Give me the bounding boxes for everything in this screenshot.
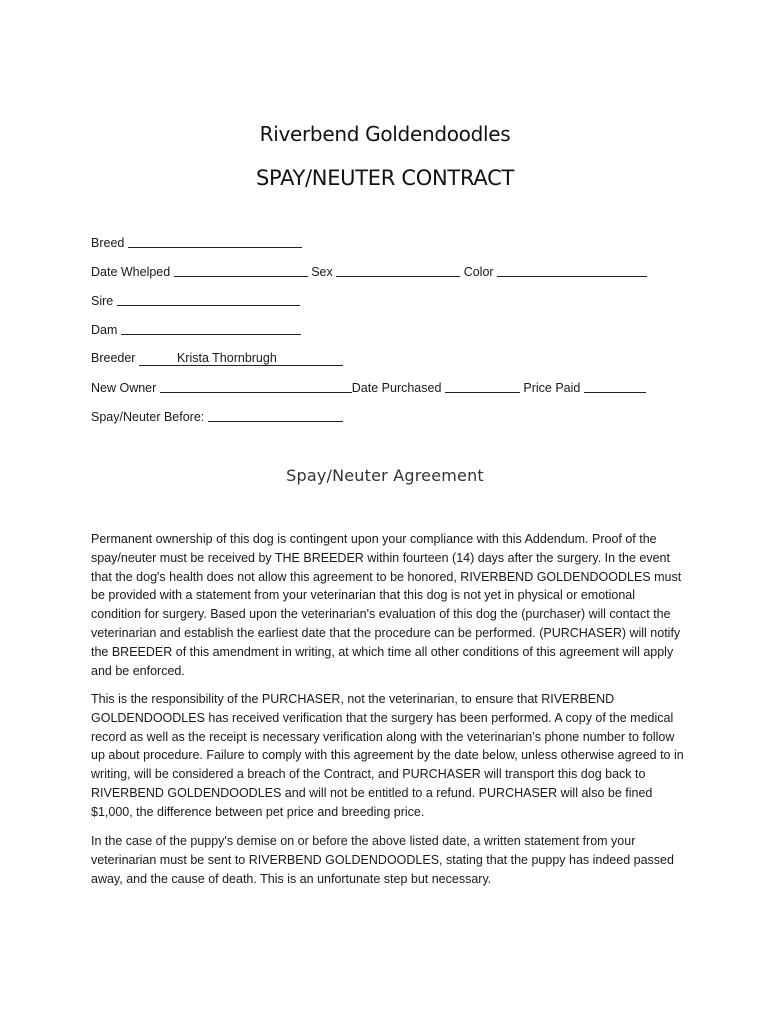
new-owner-label: New Owner [91,381,157,395]
new-owner-blank[interactable] [160,380,352,393]
spay-neuter-before-field [91,409,343,424]
spay-neuter-before-label: Spay/Neuter Before: [91,410,205,424]
breeder-name: Krista Thornbrugh [176,351,277,365]
sex-label: Sex [311,265,333,279]
agreement-paragraph-2: This is the responsibility of the PURCHASER, not the veterinarian, to ensure that RIVERBEND GOLDENDOODLES has received verification that the surgery has been performed. A copy of the medical record as well as the receipt is necessary verification along with the veterinarian’s phone number to follow up about procedure. Failure to comply with this agreement by the date below, unless otherwise agreed to in writing, will be considered a breach of the Contract, and PURCHASER will transport this dog back to RIVERBEND GOLDENDOODLES and will not be entitled to a refund. PURCHASER will also be fined $1,000, the difference between pet price and breeding price. [91,692,684,819]
agreement-paragraph-1: Permanent ownership of this dog is contingent upon your compliance with this Addendum. Proof of the spay/neuter must be received by THE BREEDER within fourteen (14) days after the surgery. In the event that the dog's health does not allow this agreement to be honored, RIVERBEND GOLDENDOODLES must be provided with a statement from your veterinarian that this dog is not yet in physical or emotional condition for surgery. Based upon the veterinarian's evaluation of this dog the (purchaser) will contact the veterinarian and establish the earliest date that the procedure can be performed. (PURCHASER) will notify the BREEDER of this amendment in writing, at which time all other conditions of this agreement will apply and be enforced. [91,532,682,678]
date-whelped-label: Date Whelped [91,265,171,279]
breeder-label: Breeder [91,351,136,365]
sire-blank[interactable] [117,293,300,306]
contract-title: SPAY/NEUTER CONTRACT [256,166,514,190]
dam-field [91,322,301,337]
agreement-paragraph-3: In the case of the puppy's demise on or before the above listed date, a written statement from your veterinarian must be sent to RIVERBEND GOLDENDOODLES, stating that the puppy has indeed passed away, and the cause of death. This is an unfortunate step but necessary. [91,834,674,886]
whelped-sex-color-row [91,264,647,279]
sire-label: Sire [91,294,114,308]
date-purchased-blank[interactable] [445,380,520,393]
color-label: Color [463,265,494,279]
breed-label: Breed [91,236,125,250]
date-whelped-blank[interactable] [174,264,308,277]
breeder-field [91,351,343,366]
breed-field [91,235,302,250]
dam-label: Dam [91,323,118,337]
date-purchased-label: Date Purchased [351,381,442,395]
breed-blank[interactable] [128,235,302,248]
dam-blank[interactable] [121,322,301,335]
agreement-heading: Spay/Neuter Agreement [286,466,484,485]
sex-blank[interactable] [336,264,460,277]
spay-neuter-before-blank[interactable] [208,409,343,422]
breeder-value[interactable] [139,352,343,366]
owner-purchase-row [91,380,646,395]
price-paid-blank[interactable] [584,380,646,393]
company-name: Riverbend Goldendoodles [259,122,511,146]
sire-field [91,293,300,308]
price-paid-label: Price Paid [523,381,581,395]
color-blank[interactable] [497,264,647,277]
